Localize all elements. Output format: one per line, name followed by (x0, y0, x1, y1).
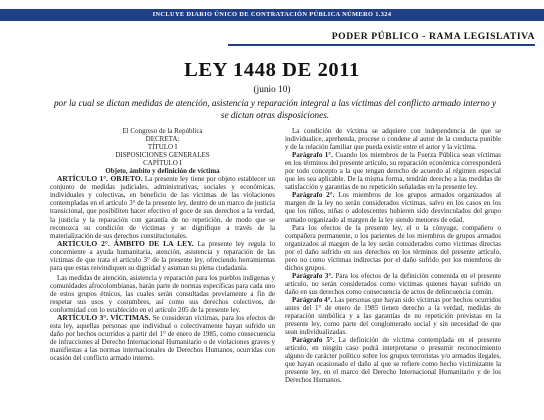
paragrafo-1-text: Cuando los miembros de la Fuerza Pública sean víctimas en los términos del presente artículo, su reparación económica corresponderá por todo concepto a la que tengan derecho de acuerdo al régimen especial que les sea aplicable. De la misma forma, tendrán derecho a las medidas de satisfacción y garantías de no repetición señaladas en la presente ley. (285, 151, 502, 192)
article-2 (50, 240, 275, 272)
article-3 (50, 314, 275, 362)
article-1 (50, 175, 275, 239)
victim-condition-paragraph: La condición de víctima se adquiere con independencia de que se individualice, aprehenda, procese o condene al autor de la conducta punible y de la relación familiar que pueda existir entre el autor y la víctima. (285, 127, 501, 152)
article-2-paragraph-2: Las medidas de atención, asistencia y reparación para los pueblos indígenas y comunidades afrocolombianas, harán parte de normas específicas para cada uno de estos grupos étnicos, las cuales serán consultadas previamente a fin de respetar sus usos y costumbres, así como sus derechos colectivos, de conformidad con lo establecido en el artículo 205 de la presente ley. (50, 273, 275, 315)
paragrafo-1 (285, 151, 501, 191)
section-rule (228, 44, 535, 46)
paragrafo-3 (285, 272, 501, 296)
article-1-lead: ARTÍCULO 1°. OBJETO. (57, 174, 143, 184)
gazette-header (0, 0, 544, 22)
article-2-lead: ARTÍCULO 2°. ÁMBITO DE LA LEY. (57, 238, 194, 248)
disposiciones-line: DISPOSICIONES GENERALES (115, 151, 210, 160)
paragrafo-5-text: La definición de víctima contemplada en el presente artículo, en ningún caso podrá interpretarse o presumir reconocimiento alguno de carácter político sobre los grupos terroristas y/o armados ilegales, que hayan ocasionado el daño al que se refiere como hecho victimizante la presente ley, en el marco del Derecho Internacional Humanitario y de los Derechos Humanos. (285, 336, 501, 385)
law-date: (junio 10) (253, 85, 291, 95)
paragrafo-5 (285, 336, 501, 384)
congress-line: El Congreso de la República (122, 127, 203, 135)
paragrafo-3-text: Para los efectos de la definición contenida en el presente artículo, no serán considerados como víctimas quienes hayan sufrido un daño en sus derechos como consecuencia de actos de delincuencia común. (285, 271, 502, 296)
section-heading (228, 31, 535, 43)
article-3-text: Se consideran víctimas, para los efectos de esta ley, aquellas personas que individual o colectivamente hayan sufrido un daño por hechos ocurridos a partir del 1° de enero de 1985, como consecuencia de infracciones al Derecho Internacional Humanitario o de violaciones graves y manifiestas a las normas internacionales de Derechos Humanos, ocurridas con ocasión del conflicto armado interno. (50, 314, 275, 363)
gazette-reference: INCLUYE DIARIO ÚNICO DE CONTRATACIÓN PÚBLICA NÚMERO 1.324 (152, 11, 392, 18)
paragrafo-2-text: Los miembros de los grupos armados organizados al margen de la ley no serán considerados víctimas, salvo en los casos en los que los niños, niñas o adolescentes hubieren sido desvinculados del grupo armado organizado al margen de la ley siendo menores de edad. (285, 191, 501, 224)
paragrafo-2 (285, 191, 501, 223)
paragrafo-4-lead: Parágrafo 4°. (292, 295, 333, 304)
titulo-line: TÍTULO I (147, 143, 178, 152)
decreta-line: DECRETA: (145, 135, 180, 144)
capitulo-line: CAPÍTULO I (143, 159, 182, 168)
paragrafo-1-lead: Parágrafo 1°. (292, 151, 333, 160)
left-column (50, 127, 275, 362)
section-label: PODER PÚBLICO - RAMA LEGISLATIVA (331, 31, 535, 42)
paragrafo-2-b: Para los efectos de la presente ley, el o la cónyuge, compañero o compañera permanente, o los parientes de los miembros de grupos armados organizados al margen de la ley serán considerados como víctimas directas por el daño sufrido en sus derechos en los términos del presente artículo, pero no como víctimas indirectas por el daño sufrido por los miembros de dichos grupos. (285, 223, 501, 272)
objeto-heading: Objeto, ámbito y definición de víctima (105, 167, 220, 176)
paragrafo-5-lead: Parágrafo 5°. (292, 336, 335, 345)
law-summary: por la cual se dictan medidas de atención, asistencia y reparación integral a las víctimas del conflicto armado interno y se dictan otras disposiciones. (53, 98, 497, 120)
paragrafo-4-text: Las personas que hayan sido víctimas por hechos ocurridos antes del 1° de enero de 1985 tienen derecho a la verdad, medidas de reparación simbólica y a las garantías de no repetición previstas en la presente ley, como parte del conglomerado social y sin necesidad de que sean individualizadas. (285, 295, 501, 337)
paragrafo-2-lead: Parágrafo 2°. (292, 191, 335, 200)
paragrafo-3-lead: Parágrafo 3°. (292, 271, 333, 280)
right-column (285, 127, 501, 385)
article-1-text: La presente ley tiene por objeto establecer un conjunto de medidas judiciales, administrativas, sociales y económicas, individuales y colectivas, en beneficio de las víctimas de las violaciones contempladas en el artículo 3° de la presente ley, dentro de un marco de justicia transicional, que posibiliten hacer efectivo el goce de sus derechos a la verdad, la justicia y la reparación con garantía de no repetición, de modo que se reconozca su condición de víctimas y se dignifique a través de la materialización de sus derechos constitucionales. (50, 175, 275, 240)
law-title: LEY 1448 DE 2011 (184, 59, 360, 81)
article-2-text: La presente ley regula lo concerniente a ayuda humanitaria, atención, asistencia y reparación de las víctimas de que trata el artículo 3° de la presente ley, ofreciendo herramientas para que estas reivindiquen su dignidad y asuman su plena ciudadanía. (50, 239, 275, 272)
paragrafo-4 (285, 296, 501, 336)
article-3-lead: ARTÍCULO 3°. VÍCTIMAS. (57, 313, 151, 323)
